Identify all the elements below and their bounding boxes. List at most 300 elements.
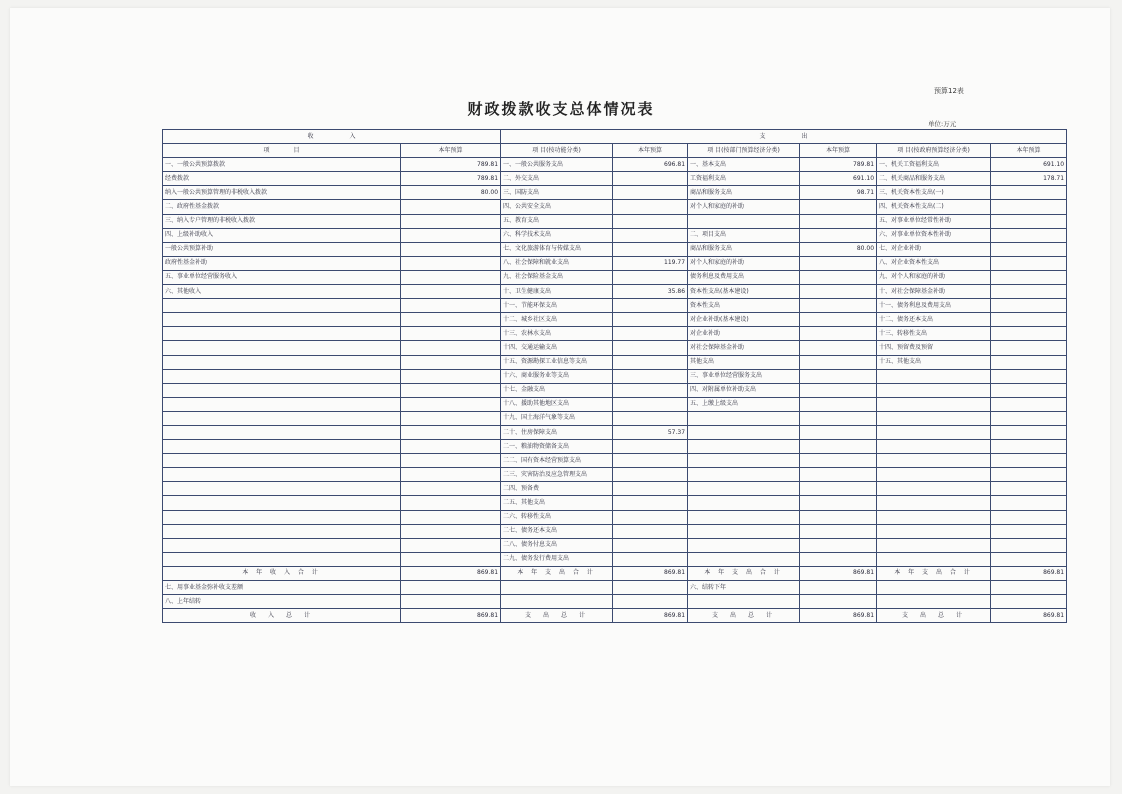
income-item-cell [163,313,401,327]
dept-item-cell: 工资福利支出 [688,172,800,186]
income-item-cell [163,327,401,341]
func-item-cell: 十一、节能环保支出 [501,299,613,313]
gov-budget-cell [991,214,1067,228]
income-budget-cell [401,482,501,496]
gov-budget-cell [991,285,1067,299]
func-budget-cell [613,270,688,284]
dept-item-cell: 对企业补助(基本建设) [688,313,800,327]
func-item-header: 项 目(按功能分类) [501,144,613,158]
dept-budget-cell: 98.71 [800,186,877,200]
gov-item-cell [877,411,991,425]
income-total-label: 本 年 收 入 合 计 [163,566,401,580]
table-row [163,270,1067,284]
dept-item-cell [688,524,800,538]
income-budget-cell [401,468,501,482]
dept-budget-cell [800,270,877,284]
gov-item-cell: 一、机关工资福利支出 [877,158,991,172]
func-budget-cell [613,552,688,566]
gov-budget-header: 本年预算 [991,144,1067,158]
dept-budget-cell [800,341,877,355]
gov-budget-cell [991,538,1067,552]
income-budget-cell [401,581,501,595]
func-budget-cell [613,299,688,313]
func-budget-cell [613,538,688,552]
gov-total-label: 本 年 支 出 合 计 [877,566,991,580]
income-budget-cell [401,552,501,566]
income-item-cell: 二、政府性基金拨款 [163,200,401,214]
func-item-cell: 二五、其他支出 [501,496,613,510]
gov-item-cell [877,482,991,496]
income-budget-cell [401,411,501,425]
income-budget-cell [401,355,501,369]
dept-total-value: 869.81 [800,609,877,623]
gov-budget-cell [991,552,1067,566]
income-item-cell [163,538,401,552]
income-item-cell: 一般公共预算补助 [163,242,401,256]
gov-item-cell [877,524,991,538]
income-item-cell [163,496,401,510]
income-total-label: 收 入 总 计 [163,609,401,623]
dept-budget-cell [800,581,877,595]
dept-item-cell [688,496,800,510]
dept-budget-cell [800,214,877,228]
gov-budget-cell [991,397,1067,411]
income-item-cell: 五、事业单位经营服务收入 [163,270,401,284]
table-row [163,468,1067,482]
func-item-cell: 十六、商业服务业等支出 [501,369,613,383]
func-budget-cell [613,595,688,609]
dept-item-cell: 五、上缴上级支出 [688,397,800,411]
income-item-cell: 一、一般公共预算拨款 [163,158,401,172]
func-item-cell: 五、教育支出 [501,214,613,228]
table-row [163,242,1067,256]
income-item-cell [163,468,401,482]
func-item-cell: 四、公共安全支出 [501,200,613,214]
gov-item-cell [877,538,991,552]
table-row [163,524,1067,538]
func-budget-cell [613,313,688,327]
func-budget-cell [613,228,688,242]
table-row [163,341,1067,355]
func-item-cell: 二八、债务付息支出 [501,538,613,552]
income-item-cell: 政府性基金补助 [163,256,401,270]
income-item-cell [163,355,401,369]
gov-item-cell [877,496,991,510]
func-budget-cell [613,242,688,256]
func-item-cell: 二七、债务还本支出 [501,524,613,538]
dept-item-cell: 商品和服务支出 [688,186,800,200]
income-header: 收 入 [163,130,501,144]
gov-budget-cell [991,454,1067,468]
dept-budget-cell [800,383,877,397]
income-item-cell [163,341,401,355]
dept-item-cell: 对社会保障基金补助 [688,341,800,355]
table-row [163,411,1067,425]
dept-budget-cell [800,595,877,609]
income-item-cell [163,482,401,496]
dept-item-cell: 商品和服务支出 [688,242,800,256]
func-item-cell: 七、文化旅游体育与传媒支出 [501,242,613,256]
dept-budget-cell: 789.81 [800,158,877,172]
func-item-cell: 二十、住房保障支出 [501,425,613,439]
income-item-cell: 四、上级补助收入 [163,228,401,242]
gov-item-header: 项 目(按政府预算经济分类) [877,144,991,158]
gov-item-cell [877,581,991,595]
header-row-1 [163,130,1067,144]
dept-item-cell [688,214,800,228]
income-item-cell: 纳入一般公共预算管理的非税收入拨款 [163,186,401,200]
dept-budget-cell [800,440,877,454]
func-total-value: 869.81 [613,566,688,580]
dept-budget-cell [800,285,877,299]
gov-budget-cell [991,313,1067,327]
gov-item-cell: 十一、债务利息及费用支出 [877,299,991,313]
table-row [163,158,1067,172]
budget-table [162,129,1067,623]
func-item-cell: 二、外交支出 [501,172,613,186]
dept-item-cell [688,454,800,468]
func-item-cell: 九、社会保险基金支出 [501,270,613,284]
func-budget-cell [613,341,688,355]
dept-item-cell: 一、基本支出 [688,158,800,172]
gov-budget-cell: 178.71 [991,172,1067,186]
table-row [163,440,1067,454]
gov-budget-cell [991,256,1067,270]
dept-item-cell: 债务利息及费用支出 [688,270,800,284]
func-budget-cell: 57.37 [613,425,688,439]
gov-budget-cell [991,200,1067,214]
table-row [163,454,1067,468]
func-item-cell: 十九、国土海洋气象等支出 [501,411,613,425]
func-item-cell: 二六、转移性支出 [501,510,613,524]
func-budget-cell [613,482,688,496]
page-title: 财政拨款收支总体情况表 [467,100,655,118]
table-row [163,186,1067,200]
gov-item-cell: 二、机关商品和服务支出 [877,172,991,186]
gov-item-cell [877,552,991,566]
func-budget-cell [613,200,688,214]
income-item-cell [163,524,401,538]
func-budget-cell [613,524,688,538]
table-row [163,355,1067,369]
dept-item-cell: 六、结转下年 [688,581,800,595]
func-item-cell [501,595,613,609]
income-item-cell [163,299,401,313]
income-budget-header: 本年预算 [401,144,501,158]
income-budget-cell [401,383,501,397]
gov-budget-cell [991,496,1067,510]
income-budget-cell [401,228,501,242]
header-row-2 [163,144,1067,158]
dept-budget-cell [800,510,877,524]
dept-item-cell [688,552,800,566]
dept-item-cell [688,538,800,552]
dept-budget-cell [800,552,877,566]
dept-item-cell: 其他支出 [688,355,800,369]
func-item-cell: 十、卫生健康支出 [501,285,613,299]
income-budget-cell [401,454,501,468]
gov-item-cell: 十四、预留费及预留 [877,341,991,355]
gov-item-cell: 七、对企业补助 [877,242,991,256]
dept-budget-cell [800,397,877,411]
table-row [163,214,1067,228]
income-budget-cell [401,425,501,439]
dept-budget-cell [800,355,877,369]
income-total-value: 869.81 [401,566,501,580]
dept-budget-header: 本年预算 [800,144,877,158]
income-budget-cell [401,200,501,214]
func-budget-cell [613,468,688,482]
func-budget-cell [613,172,688,186]
gov-item-cell [877,595,991,609]
gov-budget-cell [991,440,1067,454]
func-budget-cell [613,510,688,524]
income-budget-cell [401,524,501,538]
income-item-cell [163,552,401,566]
gov-budget-cell [991,524,1067,538]
gov-budget-cell [991,242,1067,256]
income-budget-cell [401,496,501,510]
gov-item-cell: 八、对企业资本性支出 [877,256,991,270]
income-budget-cell [401,270,501,284]
dept-budget-cell: 691.10 [800,172,877,186]
table-row [163,595,1067,609]
func-item-cell: 二一、粮油物资储备支出 [501,440,613,454]
gov-item-cell [877,468,991,482]
income-budget-cell [401,242,501,256]
income-budget-cell [401,313,501,327]
dept-budget-cell [800,496,877,510]
dept-item-cell: 对企业补助 [688,327,800,341]
func-total-label: 本 年 支 出 合 计 [501,566,613,580]
gov-budget-cell [991,228,1067,242]
table-row [163,228,1067,242]
dept-item-cell: 二、项目支出 [688,228,800,242]
table-row [163,496,1067,510]
dept-budget-cell [800,313,877,327]
income-item-cell: 三、纳入专户管理的非税收入拨款 [163,214,401,228]
func-budget-cell [613,355,688,369]
dept-item-cell [688,411,800,425]
income-item-cell [163,383,401,397]
gov-total-value: 869.81 [991,566,1067,580]
gov-item-cell [877,383,991,397]
dept-item-cell [688,468,800,482]
func-item-cell: 一、一般公共服务支出 [501,158,613,172]
income-budget-cell [401,397,501,411]
func-item-cell: 十八、援助其他地区支出 [501,397,613,411]
table-row [163,510,1067,524]
dept-item-cell [688,595,800,609]
dept-total-label: 支 出 总 计 [688,609,800,623]
func-budget-cell [613,581,688,595]
gov-item-cell: 十二、债务还本支出 [877,313,991,327]
dept-item-cell [688,482,800,496]
func-budget-cell [613,327,688,341]
func-budget-cell [613,369,688,383]
dept-total-value: 869.81 [800,566,877,580]
gov-budget-cell [991,299,1067,313]
gov-item-cell: 十五、其他支出 [877,355,991,369]
dept-item-cell: 对个人和家庭的补助 [688,200,800,214]
dept-item-cell: 对个人和家庭的补助 [688,256,800,270]
func-budget-cell [613,454,688,468]
dept-budget-cell [800,411,877,425]
income-budget-cell [401,256,501,270]
income-item-cell: 七、用事业基金弥补收支差额 [163,581,401,595]
gov-budget-cell [991,270,1067,284]
gov-item-cell [877,425,991,439]
func-budget-cell [613,440,688,454]
income-budget-cell [401,285,501,299]
dept-budget-cell [800,482,877,496]
gov-item-cell: 九、对个人和家庭的补助 [877,270,991,284]
func-item-cell: 二三、灾害防治及应急管理支出 [501,468,613,482]
func-total-label: 支 出 总 计 [501,609,613,623]
dept-budget-cell [800,228,877,242]
table-row [163,581,1067,595]
func-budget-cell [613,397,688,411]
gov-budget-cell [991,425,1067,439]
dept-budget-cell [800,425,877,439]
dept-item-cell [688,440,800,454]
income-item-cell: 六、其他收入 [163,285,401,299]
income-item-cell: 八、上年结转 [163,595,401,609]
gov-budget-cell [991,186,1067,200]
func-item-cell: 六、科学技术支出 [501,228,613,242]
table-row [163,538,1067,552]
gov-budget-cell [991,581,1067,595]
dept-total-label: 本 年 支 出 合 计 [688,566,800,580]
func-budget-cell [613,383,688,397]
income-budget-cell [401,214,501,228]
table-row [163,482,1067,496]
gov-budget-cell [991,595,1067,609]
dept-budget-cell [800,327,877,341]
table-row [163,299,1067,313]
func-item-cell: 十四、交通运输支出 [501,341,613,355]
dept-budget-cell [800,369,877,383]
func-budget-cell [613,411,688,425]
income-item-cell [163,454,401,468]
table-row [163,256,1067,270]
income-budget-cell [401,510,501,524]
table-row [163,172,1067,186]
dept-budget-cell: 80.00 [800,242,877,256]
dept-item-cell [688,425,800,439]
func-item-cell [501,581,613,595]
income-total-value: 869.81 [401,609,501,623]
gov-budget-cell [991,383,1067,397]
func-budget-cell: 696.81 [613,158,688,172]
income-budget-cell: 80.00 [401,186,501,200]
gov-budget-cell [991,369,1067,383]
dept-item-cell: 资本性支出(基本建设) [688,285,800,299]
grand-total-row [163,609,1067,623]
table-row [163,327,1067,341]
income-item-cell [163,510,401,524]
income-item-cell: 经费拨款 [163,172,401,186]
income-item-cell [163,440,401,454]
func-budget-header: 本年预算 [613,144,688,158]
income-item-cell [163,397,401,411]
dept-budget-cell [800,200,877,214]
func-item-cell: 十七、金融支出 [501,383,613,397]
func-budget-cell: 119.77 [613,256,688,270]
gov-budget-cell [991,411,1067,425]
func-budget-cell: 35.86 [613,285,688,299]
dept-item-header: 项 目(按部门预算经济分类) [688,144,800,158]
year-total-row [163,566,1067,580]
func-total-value: 869.81 [613,609,688,623]
gov-item-cell: 十、对社会保障基金补助 [877,285,991,299]
income-item-cell [163,411,401,425]
func-item-cell: 二二、国有资本经营预算支出 [501,454,613,468]
func-budget-cell [613,496,688,510]
table-row [163,200,1067,214]
income-budget-cell [401,538,501,552]
table-row [163,397,1067,411]
dept-budget-cell [800,256,877,270]
expense-header: 支 出 [501,130,1067,144]
func-item-cell: 八、社会保障和就业支出 [501,256,613,270]
func-item-cell: 二九、债务发行费用支出 [501,552,613,566]
gov-item-cell: 十三、转移性支出 [877,327,991,341]
income-budget-cell: 789.81 [401,172,501,186]
income-budget-cell [401,341,501,355]
gov-budget-cell: 691.10 [991,158,1067,172]
gov-budget-cell [991,468,1067,482]
gov-total-value: 869.81 [991,609,1067,623]
income-item-cell [163,425,401,439]
gov-budget-cell [991,341,1067,355]
func-budget-cell [613,214,688,228]
dept-budget-cell [800,299,877,313]
income-budget-cell [401,440,501,454]
func-item-cell: 十三、农林水支出 [501,327,613,341]
table-row [163,313,1067,327]
income-budget-cell [401,369,501,383]
gov-item-cell [877,369,991,383]
func-budget-cell [613,186,688,200]
gov-item-cell [877,397,991,411]
income-budget-cell [401,327,501,341]
dept-item-cell: 三、事业单位经营服务支出 [688,369,800,383]
gov-item-cell [877,510,991,524]
gov-budget-cell [991,327,1067,341]
gov-item-cell: 四、机关资本性支出(二) [877,200,991,214]
table-row [163,383,1067,397]
table-row [163,425,1067,439]
dept-budget-cell [800,468,877,482]
dept-budget-cell [800,454,877,468]
dept-item-cell: 资本性支出 [688,299,800,313]
income-budget-cell: 789.81 [401,158,501,172]
func-item-cell: 二四、预备费 [501,482,613,496]
gov-budget-cell [991,355,1067,369]
table-row [163,369,1067,383]
gov-item-cell: 三、机关资本性支出(一) [877,186,991,200]
income-budget-cell [401,595,501,609]
gov-item-cell [877,440,991,454]
unit-label: 单位:万元 [928,120,957,128]
income-item-cell [163,369,401,383]
dept-item-cell: 四、对附属单位补助支出 [688,383,800,397]
dept-budget-cell [800,538,877,552]
gov-budget-cell [991,482,1067,496]
gov-budget-cell [991,510,1067,524]
table-row [163,552,1067,566]
